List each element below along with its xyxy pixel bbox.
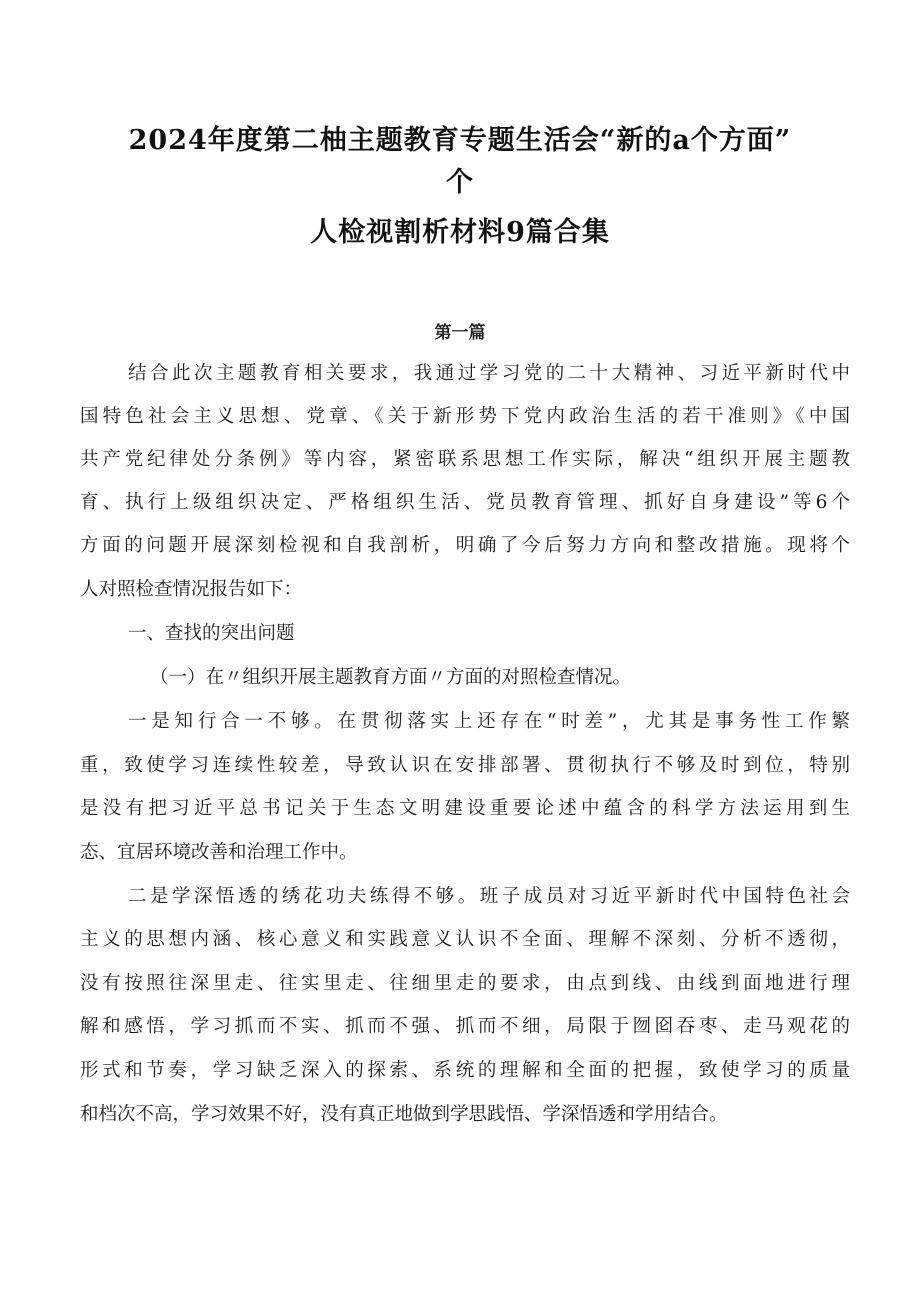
- paragraph-3-line: 没有按照往深里走、往实里走、往细里走的要求，由点到线、由线到面地进行理: [80, 973, 850, 994]
- paragraph-3-line: 二是学深悟透的绣花功夫练得不够。班子成员对习近平新时代中国特色社会: [128, 886, 850, 907]
- paragraph-2-line: 重，致使学习连续性较差，导致认识在安排部署、贯彻执行不够及时到位，特别: [80, 755, 850, 776]
- subheading-2: （一）在〃组织开展主题教育方面〃方面的对照检查情况。: [150, 667, 632, 688]
- paragraph-1-line: 国特色社会主义思想、党章、《关于新形势下党内政治生活的若干准则》《中国: [80, 406, 850, 427]
- paragraph-3-line: 形式和节奏，学习缺乏深入的探索、系统的理解和全面的把握，致使学习的质量: [80, 1060, 850, 1081]
- paragraph-2-line: 一是知行合一不够。在贯彻落实上还存在“时差”，尤其是事务性工作繁: [128, 711, 850, 732]
- document-title-line-2: 个: [446, 167, 474, 198]
- document-title-line-1: 2024年度第二柚主题教育专题生活会“新的a个方面”: [128, 125, 792, 156]
- document-title-line-3: 人检视割析材料9篇合集: [310, 217, 610, 248]
- paragraph-1-line: 人对照检查情况报告如下：: [80, 579, 303, 600]
- paragraph-1-line: 共产党纪律处分条例》等内容，紧密联系思想工作实际，解决“组织开展主题教: [80, 449, 850, 470]
- section-heading: 第一篇: [434, 323, 486, 343]
- paragraph-1-line: 方面的问题开展深刻检视和自我剖析，明确了今后努力方向和整改措施。现将个: [80, 535, 850, 556]
- paragraph-3-line: 解和感悟，学习抓而不实、抓而不强、抓而不细，局限于囫囵吞枣、走马观花的: [80, 1016, 850, 1037]
- paragraph-1-line: 育、执行上级组织决定、严格组织生活、党员教育管理、抓好自身建设”等6个: [80, 492, 850, 513]
- paragraph-3-line: 主义的思想内涵、核心意义和实践意义认识不全面、理解不深刻、分析不透彻，: [80, 929, 850, 950]
- paragraph-2-line: 态、宜居环境改善和治理工作中。: [80, 842, 358, 863]
- paragraph-2-line: 是没有把习近平总书记关于生态文明建设重要论述中蕴含的科学方法运用到生: [80, 798, 850, 819]
- paragraph-3-line: 和档次不高，学习效果不好，没有真正地做到学思践悟、学深悟透和学用结合。: [80, 1104, 728, 1125]
- subheading-1: 一、查找的突出问题: [128, 623, 295, 644]
- paragraph-1-line: 结合此次主题教育相关要求，我通过学习党的二十大精神、习近平新时代中: [128, 363, 850, 384]
